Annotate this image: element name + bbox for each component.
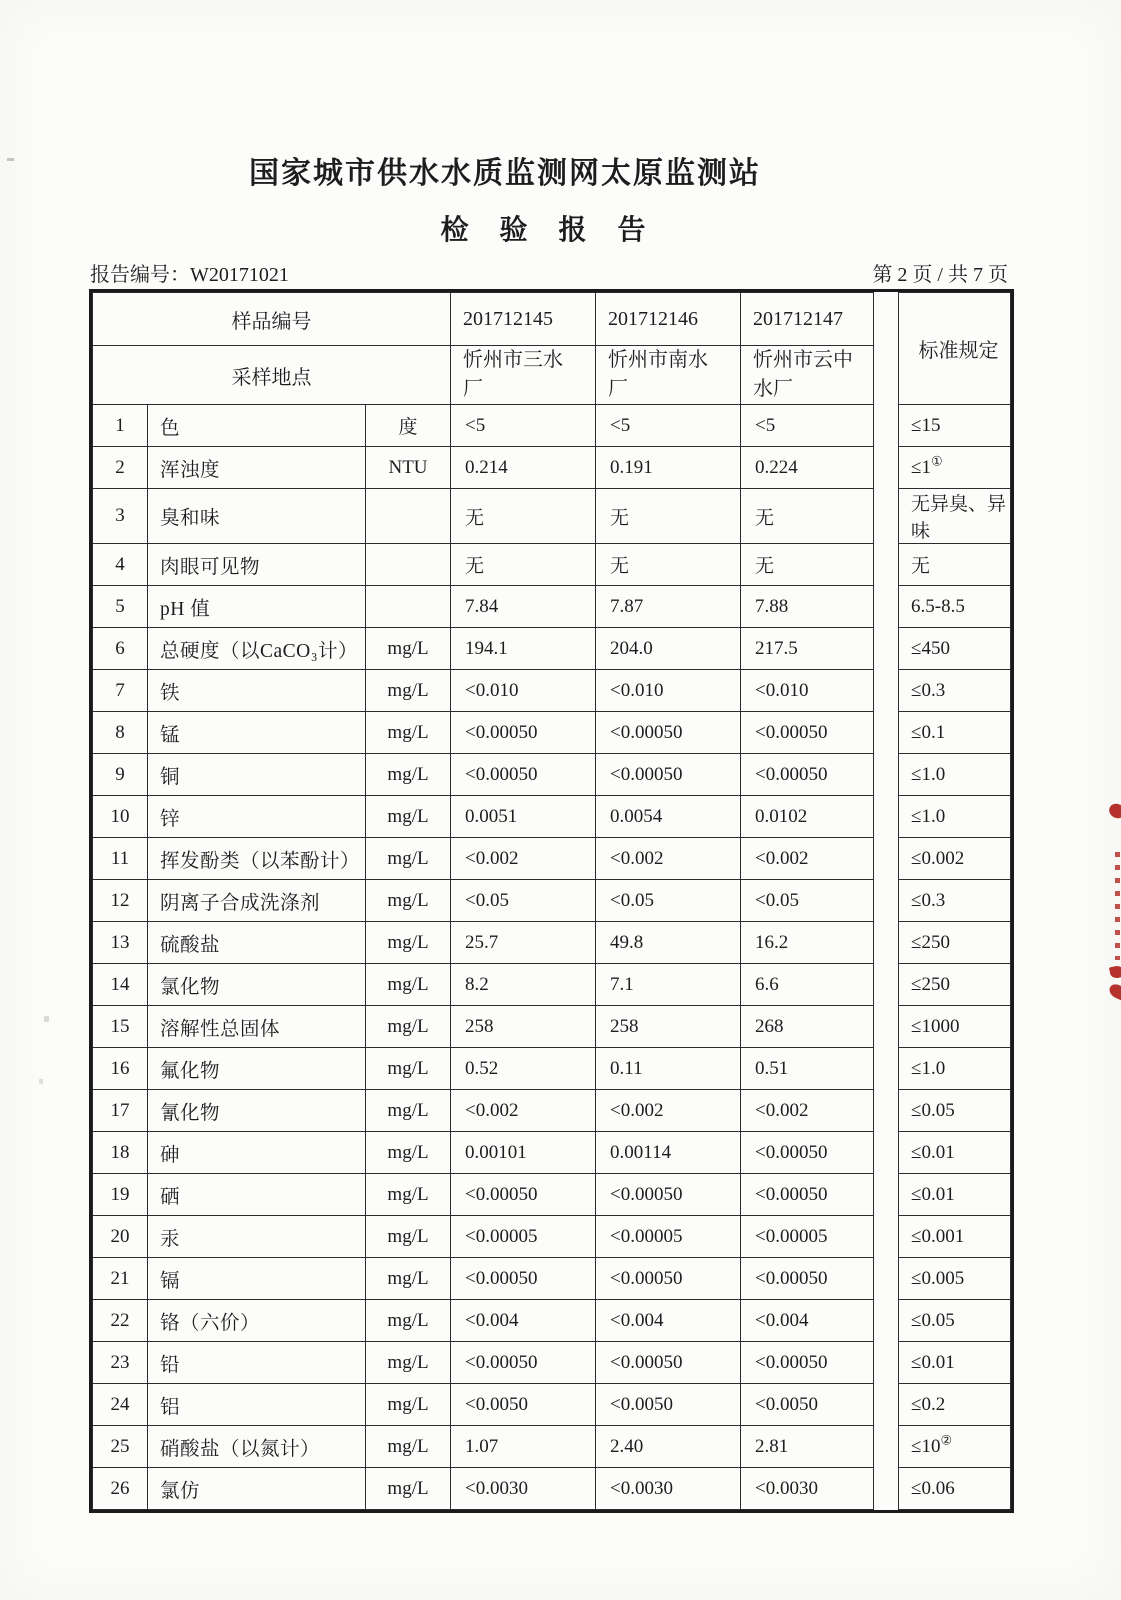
sample-value-3: <0.05 [741, 880, 874, 922]
table-gap-spacer [874, 796, 899, 838]
param-row [93, 964, 1011, 1006]
param-number: 19 [93, 1174, 148, 1216]
param-name: 臭和味 [148, 489, 366, 544]
standard-value: ≤0.01 [899, 1342, 1011, 1384]
param-name: 阴离子合成洗涤剂 [148, 880, 366, 922]
param-name: 锌 [148, 796, 366, 838]
param-number: 17 [93, 1090, 148, 1132]
standard-value: ≤1.0 [899, 1048, 1011, 1090]
param-number: 16 [93, 1048, 148, 1090]
param-name: 色 [148, 405, 366, 447]
sample-value-1: <0.00050 [451, 754, 596, 796]
red-seal-fragment [1109, 965, 1121, 980]
standard-value: ≤0.01 [899, 1174, 1011, 1216]
table-gap-spacer [874, 880, 899, 922]
table-gap-spacer [874, 670, 899, 712]
param-row [93, 670, 1011, 712]
sample-value-2: 2.40 [596, 1426, 741, 1468]
standard-value: 6.5-8.5 [899, 586, 1011, 628]
sample-value-2: <0.00050 [596, 754, 741, 796]
table-gap-spacer [874, 489, 899, 544]
sample-value-1: <0.00050 [451, 1258, 596, 1300]
param-number: 9 [93, 754, 148, 796]
sample-value-2: <0.002 [596, 1090, 741, 1132]
sample-value-2: 无 [596, 544, 741, 586]
param-row [93, 628, 1011, 670]
param-unit: mg/L [366, 712, 451, 754]
param-row [93, 1342, 1011, 1384]
standard-value: ≤0.05 [899, 1090, 1011, 1132]
sample-value-3: <0.004 [741, 1300, 874, 1342]
param-row [93, 447, 1011, 489]
sample-value-2: <0.00005 [596, 1216, 741, 1258]
param-row [93, 712, 1011, 754]
table-gap-spacer [874, 586, 899, 628]
param-unit: mg/L [366, 1132, 451, 1174]
sample-value-2: <0.0050 [596, 1384, 741, 1426]
sample-value-1: <0.00050 [451, 1342, 596, 1384]
sample-value-3: 无 [741, 489, 874, 544]
sample-value-1: <0.00005 [451, 1216, 596, 1258]
sample-value-3: 217.5 [741, 628, 874, 670]
param-row [93, 1216, 1011, 1258]
sample-value-3: 无 [741, 544, 874, 586]
sample-value-1: <0.00050 [451, 1174, 596, 1216]
sample-value-2: <0.00050 [596, 1258, 741, 1300]
param-unit: 度 [366, 405, 451, 447]
table-gap-spacer [874, 712, 899, 754]
table-gap-spacer [874, 1258, 899, 1300]
sample-value-3: <0.010 [741, 670, 874, 712]
location-1: 忻州市三水厂 [451, 346, 596, 405]
param-number: 1 [93, 405, 148, 447]
param-unit: mg/L [366, 796, 451, 838]
sample-value-3: 6.6 [741, 964, 874, 1006]
sample-value-1: <5 [451, 405, 596, 447]
param-unit: mg/L [366, 838, 451, 880]
param-name: pH 值 [148, 586, 366, 628]
param-name: 总硬度（以CaCO₃计） [148, 628, 366, 670]
param-number: 4 [93, 544, 148, 586]
param-name: 硒 [148, 1174, 366, 1216]
table-gap-spacer [874, 1216, 899, 1258]
results-table-frame [89, 289, 1014, 1513]
sample-value-3: <5 [741, 405, 874, 447]
sample-value-2: <0.010 [596, 670, 741, 712]
param-name: 铜 [148, 754, 366, 796]
table-gap-spacer [874, 1468, 899, 1510]
sample-id-1: 201712145 [451, 293, 596, 346]
param-row [93, 489, 1011, 544]
param-number: 2 [93, 447, 148, 489]
sample-value-1: 0.52 [451, 1048, 596, 1090]
param-number: 5 [93, 586, 148, 628]
param-row [93, 1258, 1011, 1300]
param-unit: mg/L [366, 922, 451, 964]
param-unit: mg/L [366, 670, 451, 712]
param-number: 6 [93, 628, 148, 670]
param-number: 14 [93, 964, 148, 1006]
sample-value-3: <0.00005 [741, 1216, 874, 1258]
sample-value-2: 7.87 [596, 586, 741, 628]
param-unit: mg/L [366, 1006, 451, 1048]
sample-value-1: <0.002 [451, 838, 596, 880]
param-row [93, 1468, 1011, 1510]
sample-value-3: <0.002 [741, 1090, 874, 1132]
param-unit: mg/L [366, 1300, 451, 1342]
param-number: 15 [93, 1006, 148, 1048]
sample-value-3: <0.00050 [741, 1174, 874, 1216]
param-name: 锰 [148, 712, 366, 754]
param-name: 铅 [148, 1342, 366, 1384]
sample-value-1: <0.00050 [451, 712, 596, 754]
param-number: 25 [93, 1426, 148, 1468]
sample-value-3: <0.0050 [741, 1384, 874, 1426]
param-name: 氟化物 [148, 1048, 366, 1090]
table-gap-spacer [874, 1006, 899, 1048]
standard-value: ≤0.3 [899, 670, 1011, 712]
param-unit [366, 489, 451, 544]
sample-value-2: 7.1 [596, 964, 741, 1006]
table-gap-spacer [874, 544, 899, 586]
param-row [93, 1384, 1011, 1426]
standard-value: 无 [899, 544, 1011, 586]
param-row [93, 838, 1011, 880]
sample-value-3: <0.00050 [741, 1132, 874, 1174]
sample-value-1: 1.07 [451, 1426, 596, 1468]
param-unit: mg/L [366, 1174, 451, 1216]
standard-column-label: 标准规定 [899, 293, 1011, 405]
sample-value-3: 2.81 [741, 1426, 874, 1468]
sample-value-2: 0.191 [596, 447, 741, 489]
sample-value-3: 16.2 [741, 922, 874, 964]
sample-value-2: 0.0054 [596, 796, 741, 838]
param-name: 砷 [148, 1132, 366, 1174]
param-unit: mg/L [366, 1468, 451, 1510]
sample-id-row [93, 293, 1011, 346]
standard-value: ≤0.2 [899, 1384, 1011, 1426]
param-unit [366, 544, 451, 586]
sample-value-1: <0.0030 [451, 1468, 596, 1510]
param-name: 浑浊度 [148, 447, 366, 489]
sample-value-3: 0.224 [741, 447, 874, 489]
sample-value-1: <0.010 [451, 670, 596, 712]
param-name: 汞 [148, 1216, 366, 1258]
sample-value-1: 7.84 [451, 586, 596, 628]
sample-value-3: <0.00050 [741, 1342, 874, 1384]
standard-value: ≤1① [899, 447, 1011, 489]
param-unit: mg/L [366, 1426, 451, 1468]
sample-value-3: 7.88 [741, 586, 874, 628]
param-unit: NTU [366, 447, 451, 489]
param-number: 26 [93, 1468, 148, 1510]
sample-value-2: 258 [596, 1006, 741, 1048]
param-number: 13 [93, 922, 148, 964]
standard-value: ≤0.05 [899, 1300, 1011, 1342]
table-gap-spacer [874, 1384, 899, 1426]
param-number: 20 [93, 1216, 148, 1258]
red-seal-fragment [1107, 802, 1121, 820]
sample-value-2: <0.0030 [596, 1468, 741, 1510]
sample-value-2: 0.00114 [596, 1132, 741, 1174]
sample-value-1: <0.002 [451, 1090, 596, 1132]
param-number: 3 [93, 489, 148, 544]
sample-value-3: <0.00050 [741, 754, 874, 796]
standard-value: ≤1.0 [899, 796, 1011, 838]
scan-speck [44, 1016, 49, 1022]
table-gap-spacer [874, 1132, 899, 1174]
sample-value-2: 204.0 [596, 628, 741, 670]
sample-value-3: <0.00050 [741, 1258, 874, 1300]
sample-value-2: <0.004 [596, 1300, 741, 1342]
red-seal-fragment [1115, 852, 1120, 960]
location-label: 采样地点 [93, 346, 451, 405]
report-meta-line [90, 258, 1008, 287]
sample-id-2: 201712146 [596, 293, 741, 346]
table-gap-spacer [874, 1048, 899, 1090]
param-row [93, 1174, 1011, 1216]
param-unit: mg/L [366, 1090, 451, 1132]
table-gap-spacer [874, 1300, 899, 1342]
location-row [93, 346, 1011, 405]
sample-value-2: 49.8 [596, 922, 741, 964]
param-unit: mg/L [366, 964, 451, 1006]
sample-value-3: <0.002 [741, 838, 874, 880]
param-number: 10 [93, 796, 148, 838]
sample-value-3: <0.00050 [741, 712, 874, 754]
table-gap-spacer [874, 1426, 899, 1468]
results-table [92, 292, 1011, 1510]
sample-value-2: <0.05 [596, 880, 741, 922]
standard-value: ≤0.002 [899, 838, 1011, 880]
table-gap-spacer [874, 838, 899, 880]
param-row [93, 880, 1011, 922]
standard-value: ≤10② [899, 1426, 1011, 1468]
scan-speck [7, 158, 14, 161]
param-number: 7 [93, 670, 148, 712]
scan-speck [39, 1079, 43, 1084]
table-gap-spacer [874, 754, 899, 796]
param-row [93, 1300, 1011, 1342]
sample-value-1: <0.05 [451, 880, 596, 922]
param-row [93, 1048, 1011, 1090]
sample-id-3: 201712147 [741, 293, 874, 346]
report-number-value: W20171021 [190, 264, 289, 286]
sample-value-2: 0.11 [596, 1048, 741, 1090]
param-name: 铁 [148, 670, 366, 712]
table-gap-spacer [874, 447, 899, 489]
sample-value-1: 无 [451, 544, 596, 586]
sample-value-2: <5 [596, 405, 741, 447]
page-indicator: 第 2 页 / 共 7 页 [872, 264, 1008, 286]
sample-value-1: 258 [451, 1006, 596, 1048]
param-unit [366, 586, 451, 628]
standard-value: ≤0.1 [899, 712, 1011, 754]
standard-value: ≤15 [899, 405, 1011, 447]
report-subtitle: 检 验 报 告 [440, 215, 658, 246]
standard-value: ≤0.001 [899, 1216, 1011, 1258]
param-row [93, 1132, 1011, 1174]
table-gap-spacer [874, 1342, 899, 1384]
param-row [93, 586, 1011, 628]
red-seal-fragment [1107, 982, 1121, 1001]
standard-value: ≤250 [899, 922, 1011, 964]
table-gap-spacer [874, 964, 899, 1006]
param-number: 12 [93, 880, 148, 922]
param-name: 氯仿 [148, 1468, 366, 1510]
sample-value-3: <0.0030 [741, 1468, 874, 1510]
sample-value-1: 25.7 [451, 922, 596, 964]
sample-value-3: 0.51 [741, 1048, 874, 1090]
param-unit: mg/L [366, 1342, 451, 1384]
param-number: 22 [93, 1300, 148, 1342]
param-name: 氯化物 [148, 964, 366, 1006]
param-row [93, 405, 1011, 447]
sample-value-3: 0.0102 [741, 796, 874, 838]
sample-value-1: <0.004 [451, 1300, 596, 1342]
param-name: 镉 [148, 1258, 366, 1300]
sample-value-2: <0.00050 [596, 1174, 741, 1216]
standard-value: ≤0.005 [899, 1258, 1011, 1300]
param-number: 23 [93, 1342, 148, 1384]
sample-value-1: 194.1 [451, 628, 596, 670]
param-unit: mg/L [366, 628, 451, 670]
param-name: 铬（六价） [148, 1300, 366, 1342]
sample-value-1: 8.2 [451, 964, 596, 1006]
standard-value: ≤450 [899, 628, 1011, 670]
param-unit: mg/L [366, 754, 451, 796]
param-unit: mg/L [366, 1216, 451, 1258]
param-number: 11 [93, 838, 148, 880]
sample-value-2: 无 [596, 489, 741, 544]
standard-value: ≤0.06 [899, 1468, 1011, 1510]
param-name: 硝酸盐（以氮计） [148, 1426, 366, 1468]
sample-value-1: 0.00101 [451, 1132, 596, 1174]
sample-value-2: <0.00050 [596, 1342, 741, 1384]
sample-value-1: 0.214 [451, 447, 596, 489]
location-3: 忻州市云中水厂 [741, 346, 874, 405]
sample-value-1: 无 [451, 489, 596, 544]
sample-value-2: <0.00050 [596, 712, 741, 754]
standard-value: ≤0.3 [899, 880, 1011, 922]
param-number: 18 [93, 1132, 148, 1174]
table-gap-spacer [874, 293, 899, 346]
param-row [93, 1006, 1011, 1048]
page-title: 国家城市供水水质监测网太原监测站 [249, 157, 761, 190]
param-row [93, 1426, 1011, 1468]
param-unit: mg/L [366, 1258, 451, 1300]
param-name: 挥发酚类（以苯酚计） [148, 838, 366, 880]
param-unit: mg/L [366, 880, 451, 922]
param-name: 肉眼可见物 [148, 544, 366, 586]
standard-value: ≤250 [899, 964, 1011, 1006]
param-unit: mg/L [366, 1384, 451, 1426]
table-gap-spacer [874, 346, 899, 405]
table-gap-spacer [874, 1090, 899, 1132]
results-tbody [93, 405, 1011, 1510]
table-gap-spacer [874, 405, 899, 447]
param-name: 氰化物 [148, 1090, 366, 1132]
standard-value: ≤1.0 [899, 754, 1011, 796]
param-name: 硫酸盐 [148, 922, 366, 964]
standard-value: ≤0.01 [899, 1132, 1011, 1174]
param-row [93, 544, 1011, 586]
standard-value: ≤1000 [899, 1006, 1011, 1048]
report-number [90, 258, 289, 287]
param-row [93, 922, 1011, 964]
table-gap-spacer [874, 922, 899, 964]
standard-value: 无异臭、异味 [899, 489, 1011, 544]
param-unit: mg/L [366, 1048, 451, 1090]
sample-value-3: 268 [741, 1006, 874, 1048]
param-number: 21 [93, 1258, 148, 1300]
param-number: 8 [93, 712, 148, 754]
param-name: 铝 [148, 1384, 366, 1426]
param-row [93, 1090, 1011, 1132]
location-2: 忻州市南水厂 [596, 346, 741, 405]
param-name: 溶解性总固体 [148, 1006, 366, 1048]
param-number: 24 [93, 1384, 148, 1426]
report-number-label: 报告编号： [90, 264, 190, 286]
sample-value-1: <0.0050 [451, 1384, 596, 1426]
table-gap-spacer [874, 1174, 899, 1216]
sample-id-label: 样品编号 [93, 293, 451, 346]
sample-value-1: 0.0051 [451, 796, 596, 838]
sample-value-2: <0.002 [596, 838, 741, 880]
param-row [93, 796, 1011, 838]
param-row [93, 754, 1011, 796]
table-gap-spacer [874, 628, 899, 670]
